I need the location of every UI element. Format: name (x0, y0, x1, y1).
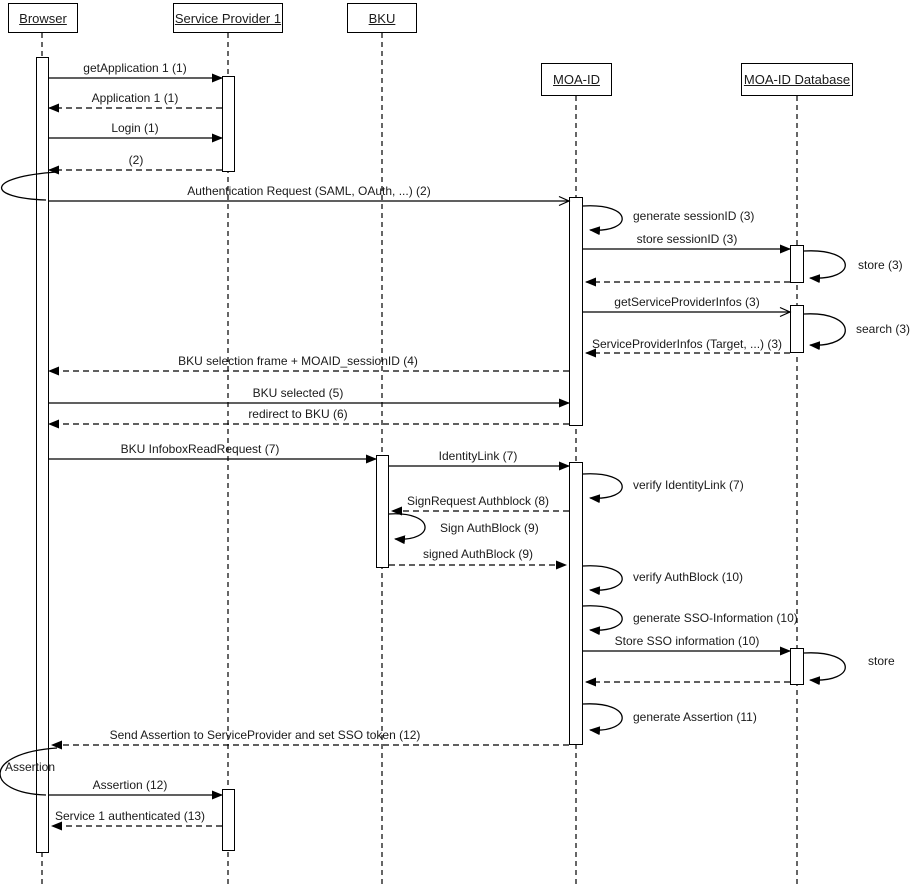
actor-service-provider-1 (173, 3, 283, 33)
message-label-get-sp-infos: getServiceProviderInfos (3) (614, 295, 760, 309)
message-label-application-1: Application 1 (1) (91, 91, 179, 105)
message-label-bku-selection-frame: BKU selection frame + MOAID_sessionID (4) (178, 354, 418, 368)
message-label-generate-sso-information: generate SSO-Information (10) (633, 611, 798, 625)
message-label-identitylink: IdentityLink (7) (438, 449, 518, 463)
selfloop-store-sso (804, 653, 845, 680)
message-label-send-assertion: Send Assertion to ServiceProvider and set SSO token (12) (109, 728, 421, 742)
message-label-store-3: store (3) (858, 258, 903, 272)
message-label-search: search (3) (856, 322, 911, 336)
message-label-login: Login (1) (111, 121, 159, 135)
message-label-service-authenticated: Service 1 authenticated (13) (54, 809, 206, 823)
actor-moa-id-database (741, 63, 853, 96)
message-label-redirect-to-bku: redirect to BKU (6) (248, 407, 348, 421)
actor-bku (347, 3, 417, 33)
message-label-response-2: (2) (128, 153, 144, 167)
selfloop-sign-authblock (389, 514, 425, 539)
message-label-sp-infos-return: ServiceProviderInfos (Target, ...) (3) (591, 337, 783, 351)
selfloop-generate-sso-information (583, 606, 622, 630)
arc-browser-redirect-top (2, 172, 57, 200)
actor-browser (8, 3, 78, 33)
selfloop-generate-assertion (583, 704, 622, 730)
message-label-signrequest-authblock: SignRequest Authblock (8) (406, 494, 550, 508)
actor-moa-id-database-label: MOA-ID Database (743, 72, 851, 87)
annotation-assertion: Assertion (5, 760, 56, 774)
message-label-verify-authblock: verify AuthBlock (10) (633, 570, 744, 584)
message-label-bku-selected: BKU selected (5) (252, 386, 344, 400)
selfloop-search (804, 314, 845, 345)
actor-bku-label: BKU (368, 10, 396, 26)
actor-moa-id (541, 63, 612, 96)
message-label-assertion-12: Assertion (12) (92, 778, 168, 792)
message-label-store-sso: store (868, 654, 895, 668)
actor-service-provider-1-label: Service Provider 1 (174, 10, 282, 26)
selfloop-store-3 (804, 251, 845, 278)
actor-browser-label: Browser (19, 10, 67, 26)
message-label-signed-authblock: signed AuthBlock (9) (422, 547, 534, 561)
selfloop-verify-authblock (583, 566, 622, 590)
message-label-generate-sessionid: generate sessionID (3) (633, 209, 755, 223)
actor-moa-id-label: MOA-ID (553, 72, 600, 87)
selfloop-generate-sessionid (583, 206, 622, 230)
selfloop-verify-identitylink (583, 474, 622, 498)
message-label-get-application: getApplication 1 (1) (83, 61, 187, 75)
message-label-store-sso-information: Store SSO information (10) (614, 634, 760, 648)
message-label-store-sessionid: store sessionID (3) (636, 232, 738, 246)
message-label-infobox-read-request: BKU InfoboxReadRequest (7) (120, 442, 280, 456)
message-label-verify-identitylink: verify IdentityLink (7) (633, 478, 744, 492)
message-label-generate-assertion: generate Assertion (11) (633, 710, 757, 724)
message-label-sign-authblock: Sign AuthBlock (9) (440, 521, 539, 535)
message-label-authentication-request: Authentication Request (SAML, OAuth, ...) (2) (187, 184, 431, 198)
